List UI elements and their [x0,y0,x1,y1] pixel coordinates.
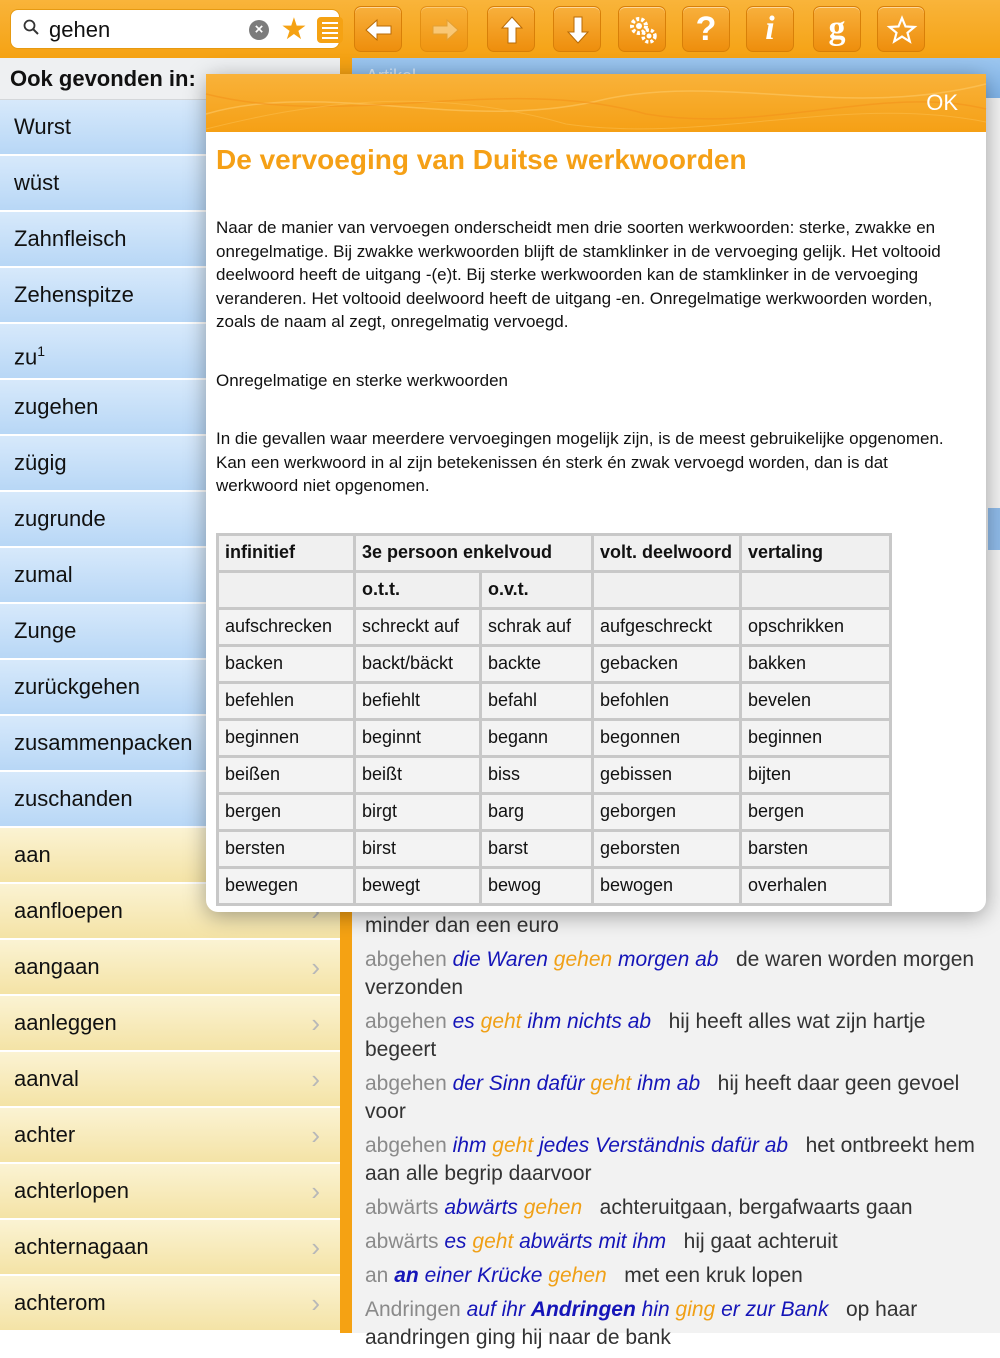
list-item-label: achter [14,1122,76,1147]
homonym-number: 1 [37,343,46,359]
table-cell: beißen [218,756,355,793]
german-phrase: einer Krücke [424,1264,543,1287]
table-cell: backen [218,645,355,682]
list-item-label: aanleggen [14,1010,117,1035]
table-cell: biss [481,756,593,793]
table-cell: begann [481,719,593,756]
popup-header [206,74,986,132]
verb-form: ging [675,1298,716,1321]
popup-body [206,132,986,906]
table-row [218,756,891,793]
list-item-label: zuschanden [14,786,133,811]
list-icon[interactable] [317,17,343,43]
german-phrase: er zur Bank [721,1298,829,1321]
table-cell: overhalen [741,867,891,904]
headword: abgehen [365,1072,447,1095]
list-item-label: aan [14,842,51,867]
translation: hij heeft daar geen gevoel voor [365,1072,960,1123]
german-phrase: es [444,1230,467,1253]
list-item-label: zugrunde [14,506,106,531]
column-header: infinitief [218,534,355,571]
table-row [218,867,891,904]
table-cell: bijten [741,756,891,793]
table-cell: beginnen [741,719,891,756]
german-phrase-bold: Andringen [530,1298,636,1321]
table-subheader-row [218,571,891,608]
chevron-right-icon: › [311,1232,320,1262]
sidebar-header: Ook gevonden in: [0,58,340,100]
list-item[interactable] [0,940,340,996]
chevron-right-icon: › [311,1288,320,1318]
table-cell: backte [481,645,593,682]
german-phrase: es [452,1010,475,1033]
german-phrase: jedes Verständnis dafür ab [539,1134,789,1157]
chevron-right-icon: › [311,952,320,982]
list-item-label: achterom [14,1290,106,1315]
translation: hij gaat achteruit [683,1230,838,1253]
german-phrase: ihm nichts ab [527,1010,652,1033]
help-button[interactable] [682,6,730,52]
table-cell: birst [355,830,481,867]
empty-cell [218,571,355,608]
translation: met een kruk lopen [624,1264,803,1287]
list-item-label: zumal [14,562,73,587]
german-phrase: die Waren [452,948,548,971]
table-cell: geborgen [593,793,741,830]
entry-line[interactable] [365,1008,995,1064]
info-icon: i [765,10,775,47]
list-item-label: Zahnfleisch [14,226,127,251]
table-cell: backt/bäckt [355,645,481,682]
entry-line[interactable] [365,946,995,1002]
arrow-up-icon [497,15,527,45]
search-icon [23,19,39,35]
list-item-label: zügig [14,450,67,475]
empty-cell [741,571,891,608]
german-phrase: auf ihr [466,1298,525,1321]
note-paragraph: In die gevallen waar meerdere vervoegingen mogelijk zijn, is de meest gebruikelijke opgenomen. Kan een werkwoord in al zijn betekenissen én sterk én zwak vervoegd worden, dan is dat werkwoord niet opgenomen. [216,429,944,495]
list-item-label: zurückgehen [14,674,140,699]
german-phrase: ihm [452,1134,487,1157]
section-heading: Onregelmatige en sterke werkwoorden [216,370,508,390]
toolbar [0,0,1000,58]
table-cell: begonnen [593,719,741,756]
ok-button[interactable]: OK [926,90,958,115]
headword: abgehen [365,1134,447,1157]
table-cell: barsten [741,830,891,867]
table-cell: gebacken [593,645,741,682]
verb-form: gehen [548,1264,607,1287]
table-row [218,793,891,830]
list-item-label: wüst [14,170,60,195]
list-item[interactable] [0,996,340,1052]
table-cell: schreckt auf [355,608,481,645]
table-cell: beginnen [218,719,355,756]
column-header: vertaling [741,534,891,571]
chevron-right-icon: › [311,1120,320,1150]
column-subheader: o.v.t. [481,571,593,608]
list-item-label: aangaan [14,954,100,979]
verb-form: geht [590,1072,632,1095]
list-item-label: Zunge [14,618,77,643]
gears-icon [628,15,658,45]
info-button[interactable] [746,6,794,52]
table-row [218,645,891,682]
german-phrase-bold: an [394,1264,419,1287]
verb-form: gehen [523,1196,583,1219]
table-cell: barst [481,830,593,867]
list-item-label: Zehenspitze [14,282,134,307]
list-item[interactable] [0,1108,340,1164]
german-phrase: abwärts [444,1196,518,1219]
intro-paragraph: Naar de manier van vervoegen onderscheidt men drie soorten werkwoorden: sterke, zwakke en onregelmatige. Bij zwakke werkwoorden blijft de stamklinker in de vervoeging gelijk. Het voltooid deelwoord heeft de uitgang -(e)t. Bij sterke werkwoorden kan de stamklinker in de vervoeging veranderen. Het voltooid deelwoord heeft de uitgang -en. Onregelmatige werkwoorden worden, zoals de naam al zegt, onregelmatig vervoegd. [216,218,941,331]
search-bar [10,9,340,49]
table-cell: opschrikken [741,608,891,645]
table-cell: bewegt [355,867,481,904]
header-wave-decoration [206,74,986,132]
list-item-label: zu [14,344,38,370]
grammar-icon: g [828,10,846,47]
column-subheader: o.t.t. [355,571,481,608]
back-button[interactable] [354,6,402,52]
table-row [218,830,891,867]
table-cell: bewogen [593,867,741,904]
list-item-label: achterlopen [14,1178,129,1203]
verb-form: geht [480,1010,522,1033]
table-row [218,719,891,756]
table-cell: beginnt [355,719,481,756]
table-cell: befiehlt [355,682,481,719]
translation: minder dan een euro [365,914,559,937]
entry-line [365,912,995,940]
grammar-button[interactable] [813,6,861,52]
table-cell: bergen [741,793,891,830]
entry-line[interactable] [365,1296,995,1352]
translation: de waren worden morgen verzonden [365,948,975,999]
search-input[interactable] [49,15,239,45]
list-item[interactable] [0,1276,340,1332]
settings-button[interactable] [618,6,666,52]
table-cell: gebissen [593,756,741,793]
verb-table [216,533,892,906]
table-row [218,608,891,645]
list-item[interactable] [0,1164,340,1220]
headword: abgehen [365,1010,447,1033]
headword: abgehen [365,948,447,971]
forward-button[interactable] [420,6,468,52]
star-icon[interactable]: ★ [280,13,308,46]
verb-form: geht [472,1230,514,1253]
chevron-right-icon: › [311,1176,320,1206]
translation: hij heeft alles wat zijn hartje begeert [365,1010,926,1061]
list-item-label: Wurst [14,114,72,139]
table-cell: bakken [741,645,891,682]
favorites-button[interactable] [877,6,925,52]
table-cell: bergen [218,793,355,830]
entry-line[interactable] [365,1132,995,1188]
headword: abwärts [365,1230,439,1253]
column-header: volt. deelwoord [593,534,741,571]
scroll-tab[interactable] [988,508,1000,550]
german-phrase: abwärts mit ihm [519,1230,667,1253]
example-list [365,912,995,1358]
table-cell: befehlen [218,682,355,719]
translation: het ontbreekt hem aan alle begrip daarvoor [365,1134,975,1185]
popup-title: De vervoeging van Duitse werkwoorden [216,144,747,175]
table-cell: birgt [355,793,481,830]
entry-line[interactable] [365,1228,995,1256]
favorites-icon [887,15,917,45]
entry-line[interactable] [365,1262,995,1290]
column-header: 3e persoon enkelvoud [355,534,593,571]
verb-form: gehen [553,948,613,971]
clear-icon[interactable]: × [249,20,269,40]
previous-entry-button[interactable] [487,6,535,52]
table-cell: beißt [355,756,481,793]
table-cell: aufschrecken [218,608,355,645]
german-phrase: hin [641,1298,670,1321]
table-cell: barg [481,793,593,830]
list-item-label: zusammenpacken [14,730,193,755]
table-cell: bersten [218,830,355,867]
help-icon: ? [695,10,717,48]
list-item[interactable] [0,1220,340,1276]
list-item-label: aanval [14,1066,79,1091]
empty-cell [593,571,741,608]
table-header-row [218,534,891,571]
headword: abwärts [365,1196,439,1219]
list-item-label: aanfloepen [14,898,123,923]
table-row [218,682,891,719]
table-cell: befohlen [593,682,741,719]
arrow-left-icon [364,15,394,45]
arrow-right-icon [430,15,460,45]
table-cell: schrak auf [481,608,593,645]
headword: an [365,1264,389,1287]
next-entry-button[interactable] [553,6,601,52]
entry-line[interactable] [365,1194,995,1222]
table-cell: geborsten [593,830,741,867]
entry-line[interactable] [365,1070,995,1126]
chevron-right-icon: › [311,1064,320,1094]
verb-form: geht [492,1134,534,1157]
table-cell: befahl [481,682,593,719]
german-phrase: morgen ab [618,948,719,971]
table-cell: bewog [481,867,593,904]
list-item-label: achternagaan [14,1234,149,1259]
translation: achteruitgaan, bergafwaarts gaan [599,1196,913,1219]
chevron-right-icon: › [311,1008,320,1038]
list-item-label: zugehen [14,394,99,419]
table-cell: aufgeschreckt [593,608,741,645]
table-cell: bewegen [218,867,355,904]
list-item[interactable] [0,1052,340,1108]
headword: Andringen [365,1298,461,1321]
german-phrase: der Sinn dafür [452,1072,585,1095]
grammar-popup [206,74,986,912]
arrow-down-icon [563,15,593,45]
table-cell: bevelen [741,682,891,719]
german-phrase: ihm ab [637,1072,701,1095]
translation: op haar aandringen ging hij naar de bank [365,1298,918,1349]
